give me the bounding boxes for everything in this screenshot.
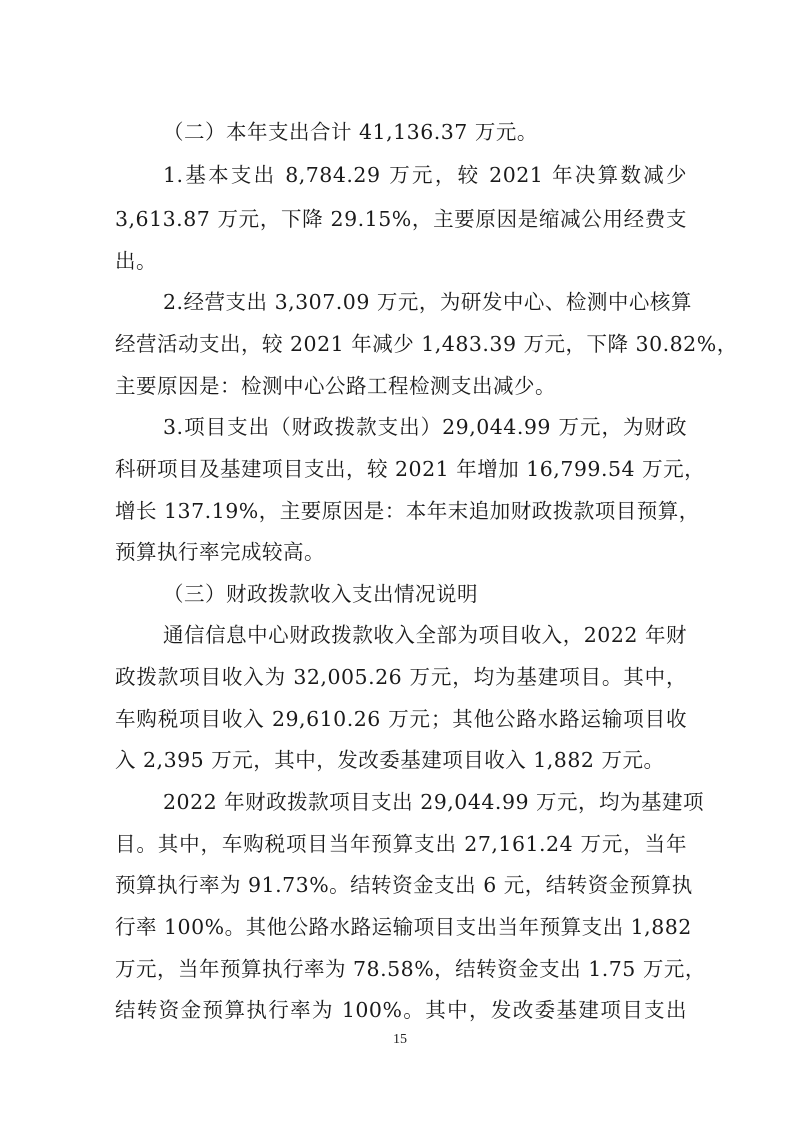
text-line: 科研项目及基建项目支出，较 2021 年增加 16,799.54 万元， [115, 457, 706, 481]
text-line: 主要原因是：检测中心公路工程检测支出减少。 [115, 374, 556, 398]
text-line: 目。其中，车购税项目当年预算支出 27,161.24 万元，当年 [115, 832, 687, 856]
text-line: 车购税项目收入 29,610.26 万元；其他公路水路运输项目收 [115, 707, 687, 731]
text-line: 预算执行率为 91.73%。结转资金支出 6 元，结转资金预算执 [115, 873, 693, 897]
text-line: 通信信息中心财政拨款收入全部为项目收入，2022 年财 [163, 623, 687, 647]
text-line: 出。 [115, 249, 157, 273]
text-line: 3,613.87 万元，下降 29.15%，主要原因是缩减公用经费支 [115, 207, 687, 231]
text-line: 2.经营支出 3,307.09 万元，为研发中心、检测中心核算 [163, 290, 692, 314]
text-line: 政拨款项目收入为 32,005.26 万元，均为基建项目。其中， [115, 665, 687, 689]
text-line: （二）本年支出合计 41,136.37 万元。 [163, 120, 538, 144]
text-line: 1.基本支出 8,784.29 万元，较 2021 年决算数减少 [163, 163, 687, 187]
text-line: 行率 100%。其他公路水路运输项目支出当年预算支出 1,882 [115, 915, 692, 939]
page-number: 15 [393, 1032, 407, 1047]
text-line: 入 2,395 万元，其中，发改委基建项目收入 1,882 万元。 [115, 748, 665, 772]
text-line: 预算执行率完成较高。 [115, 540, 325, 564]
text-line: 万元，当年预算执行率为 78.58%，结转资金支出 1.75 万元， [115, 957, 706, 981]
text-line: 增长 137.19%，主要原因是：本年末追加财政拨款项目预算， [115, 499, 700, 523]
text-line: 2022 年财政拨款项目支出 29,044.99 万元，均为基建项 [163, 790, 705, 814]
text-line: 3.项目支出（财政拨款支出）29,044.99 万元，为财政 [163, 415, 687, 439]
text-line: 经营活动支出，较 2021 年减少 1,483.39 万元，下降 30.82%， [115, 332, 738, 356]
text-line: （三）财政拨款收入支出情况说明 [163, 582, 478, 606]
text-line: 结转资金预算执行率为 100%。其中，发改委基建项目支出 [115, 998, 687, 1022]
